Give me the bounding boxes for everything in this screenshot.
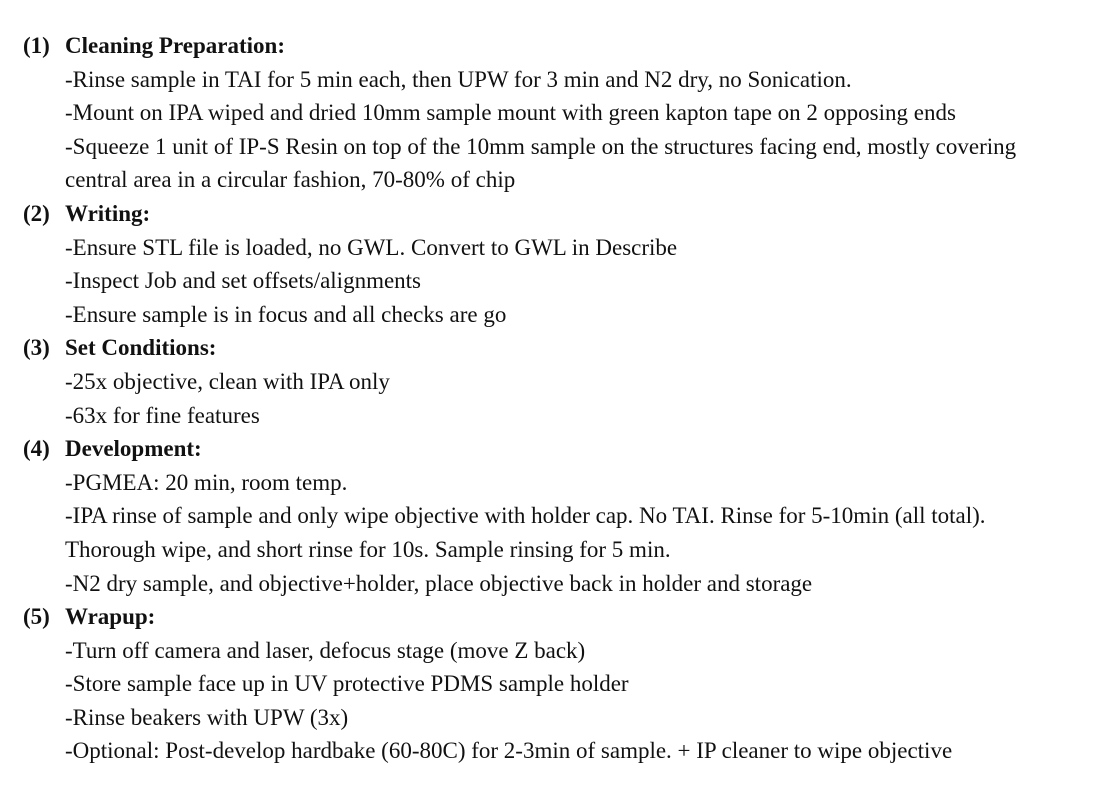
section-title: Wrapup: <box>65 604 156 630</box>
section-heading <box>0 600 1098 634</box>
section-title: Development: <box>65 436 202 462</box>
procedure-document <box>0 29 1098 768</box>
section-development <box>0 432 1098 600</box>
section-heading <box>0 29 1098 63</box>
section-number: (4) <box>23 436 50 462</box>
section-heading <box>0 331 1098 365</box>
section-title: Cleaning Preparation: <box>65 33 285 58</box>
step-text: -PGMEA: 20 min, room temp. <box>65 469 348 495</box>
step-text: -Inspect Job and set offsets/alignments <box>65 268 422 294</box>
step-text: -Ensure sample is in focus and all checks are go <box>65 301 507 327</box>
section-number: (2) <box>23 200 50 226</box>
step-text: -Rinse beakers with UPW (3x) <box>65 704 349 730</box>
section-heading <box>0 197 1098 231</box>
step-text: -Rinse sample in TAI for 5 min each, then UPW for 3 min and N2 dry, no Sonication. <box>65 66 852 92</box>
step-text: -Turn off camera and laser, defocus stage (move Z back) <box>65 637 586 663</box>
section-title: Set Conditions: <box>65 335 217 361</box>
section-number: (5) <box>23 604 50 630</box>
section-cleaning-preparation <box>0 29 1098 197</box>
step-text: -Ensure STL file is loaded, no GWL. Convert to GWL in Describe <box>65 234 678 260</box>
step-text: -N2 dry sample, and objective+holder, place objective back in holder and storage <box>65 570 813 596</box>
step-text: -Optional: Post-develop hardbake (60-80C) for 2-3min of sample. + IP cleaner to wipe objective <box>65 738 953 764</box>
section-number: (3) <box>23 335 50 361</box>
section-title: Writing: <box>65 200 151 226</box>
step-text: -Squeeze 1 unit of IP-S Resin on top of the 10mm sample on the structures facing end, mostly covering central area in a circular fashion, 70-80% of chip <box>65 133 1017 193</box>
section-set-conditions <box>0 331 1098 432</box>
step-text: -IPA rinse of sample and only wipe objective with holder cap. No TAI. Rinse for 5-10min (all total). Thorough wipe, and short rinse for 10s. Sample rinsing for 5 min. <box>65 503 986 562</box>
step-text: -Mount on IPA wiped and dried 10mm sample mount with green kapton tape on 2 opposing ends <box>65 100 956 126</box>
section-wrapup <box>0 600 1098 768</box>
section-heading <box>0 432 1098 466</box>
section-writing <box>0 197 1098 331</box>
step-text: -Store sample face up in UV protective PDMS sample holder <box>65 671 629 697</box>
step-text: -25x objective, clean with IPA only <box>65 368 390 394</box>
section-number: (1) <box>23 33 50 58</box>
step-text: -63x for fine features <box>65 402 260 428</box>
